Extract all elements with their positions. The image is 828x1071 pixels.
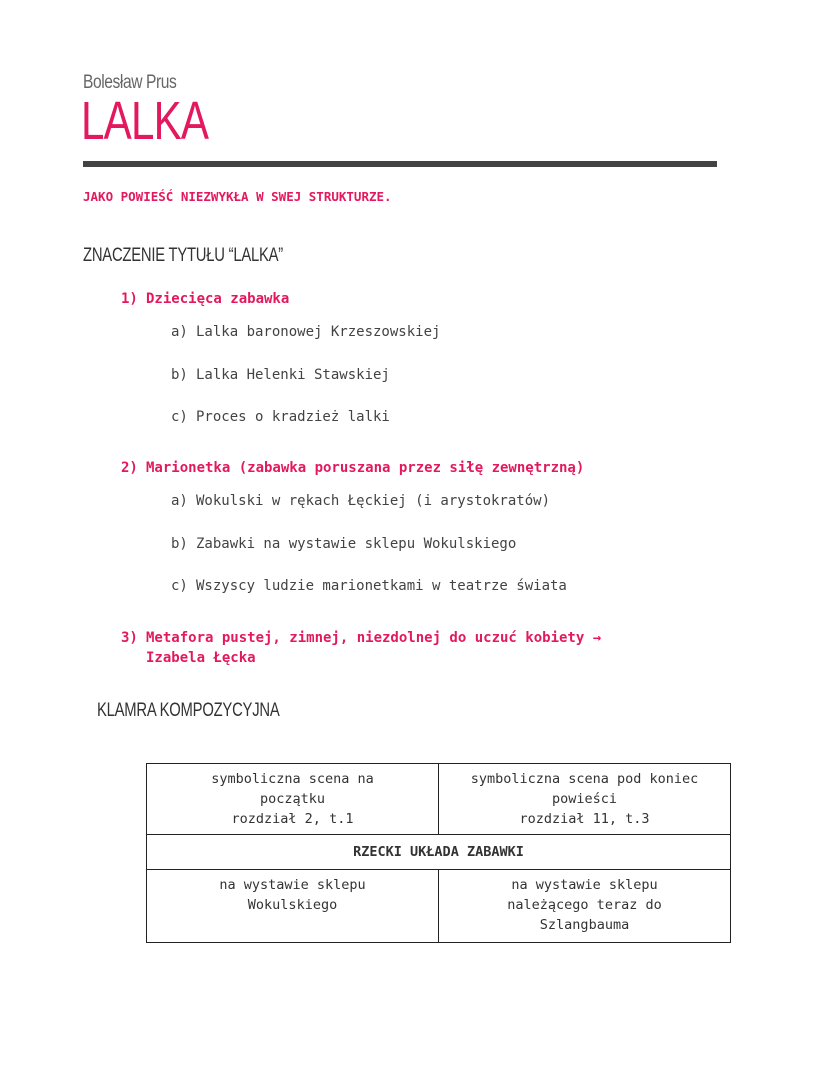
section-heading-title-meaning: ZNACZENIE TYTUŁU “LALKA” bbox=[83, 245, 283, 266]
list-item-1 bbox=[121, 289, 289, 309]
sub-item-1a: a) Lalka baronowej Krzeszowskiej bbox=[171, 324, 441, 340]
composition-table bbox=[146, 763, 731, 943]
table-cell-ending: symboliczna scena pod koniec powieści rozdział 11, t.3 bbox=[439, 764, 731, 835]
table-row bbox=[147, 835, 731, 870]
author-name: Bolesław Prus bbox=[83, 72, 177, 93]
sub-item-2c: c) Wszyscy ludzie marionetkami w teatrze świata bbox=[171, 578, 567, 594]
title-divider bbox=[83, 161, 717, 167]
sub-item-2b: b) Zabawki na wystawie sklepu Wokulskiego bbox=[171, 536, 517, 552]
table-row bbox=[147, 870, 731, 943]
table-cell-wokulski-shop: na wystawie sklepu Wokulskiego bbox=[147, 870, 439, 943]
list-item-3 bbox=[121, 628, 601, 668]
sub-item-text: Lalka Helenki Stawskiej bbox=[196, 367, 390, 383]
sub-item-1c: c) Proces o kradzież lalki bbox=[171, 409, 390, 425]
list-item-2 bbox=[121, 458, 584, 478]
sub-item-1b: b) Lalka Helenki Stawskiej bbox=[171, 367, 390, 383]
list-item-text: Marionetka (zabawka poruszana przez siłę zewnętrzną) bbox=[146, 460, 585, 476]
sub-item-text: Zabawki na wystawie sklepu Wokulskiego bbox=[196, 536, 517, 552]
list-item-text: Dziecięca zabawka bbox=[146, 291, 290, 307]
document-subtitle: JAKO POWIEŚĆ NIEZWYKŁA W SWEJ STRUKTURZE. bbox=[83, 189, 392, 204]
list-item-number: 2) bbox=[121, 460, 138, 476]
section-heading-composition: KLAMRA KOMPOZYCYJNA bbox=[97, 700, 280, 721]
list-item-text-line2: Izabela Łęcka bbox=[146, 650, 256, 666]
sub-item-text: Wszyscy ludzie marionetkami w teatrze świata bbox=[196, 578, 567, 594]
table-row bbox=[147, 764, 731, 835]
sub-item-2a: a) Wokulski w rękach Łęckiej (i arystokratów) bbox=[171, 493, 551, 509]
table-cell-beginning: symboliczna scena na początku rozdział 2, t.1 bbox=[147, 764, 439, 835]
list-item-number: 1) bbox=[121, 291, 138, 307]
list-item-number: 3) bbox=[121, 630, 138, 646]
document-title: LALKA bbox=[81, 91, 209, 151]
sub-item-text: Lalka baronowej Krzeszowskiej bbox=[196, 324, 441, 340]
sub-item-text: Wokulski w rękach Łęckiej (i arystokratów) bbox=[196, 493, 551, 509]
table-cell-middle: RZECKI UKŁADA ZABAWKI bbox=[147, 835, 731, 870]
table-cell-szlangbaum-shop: na wystawie sklepu należącego teraz do Szlangbauma bbox=[439, 870, 731, 943]
sub-item-text: Proces o kradzież lalki bbox=[196, 409, 390, 425]
list-item-text-line1: Metafora pustej, zimnej, niezdolnej do uczuć kobiety → bbox=[146, 630, 602, 646]
